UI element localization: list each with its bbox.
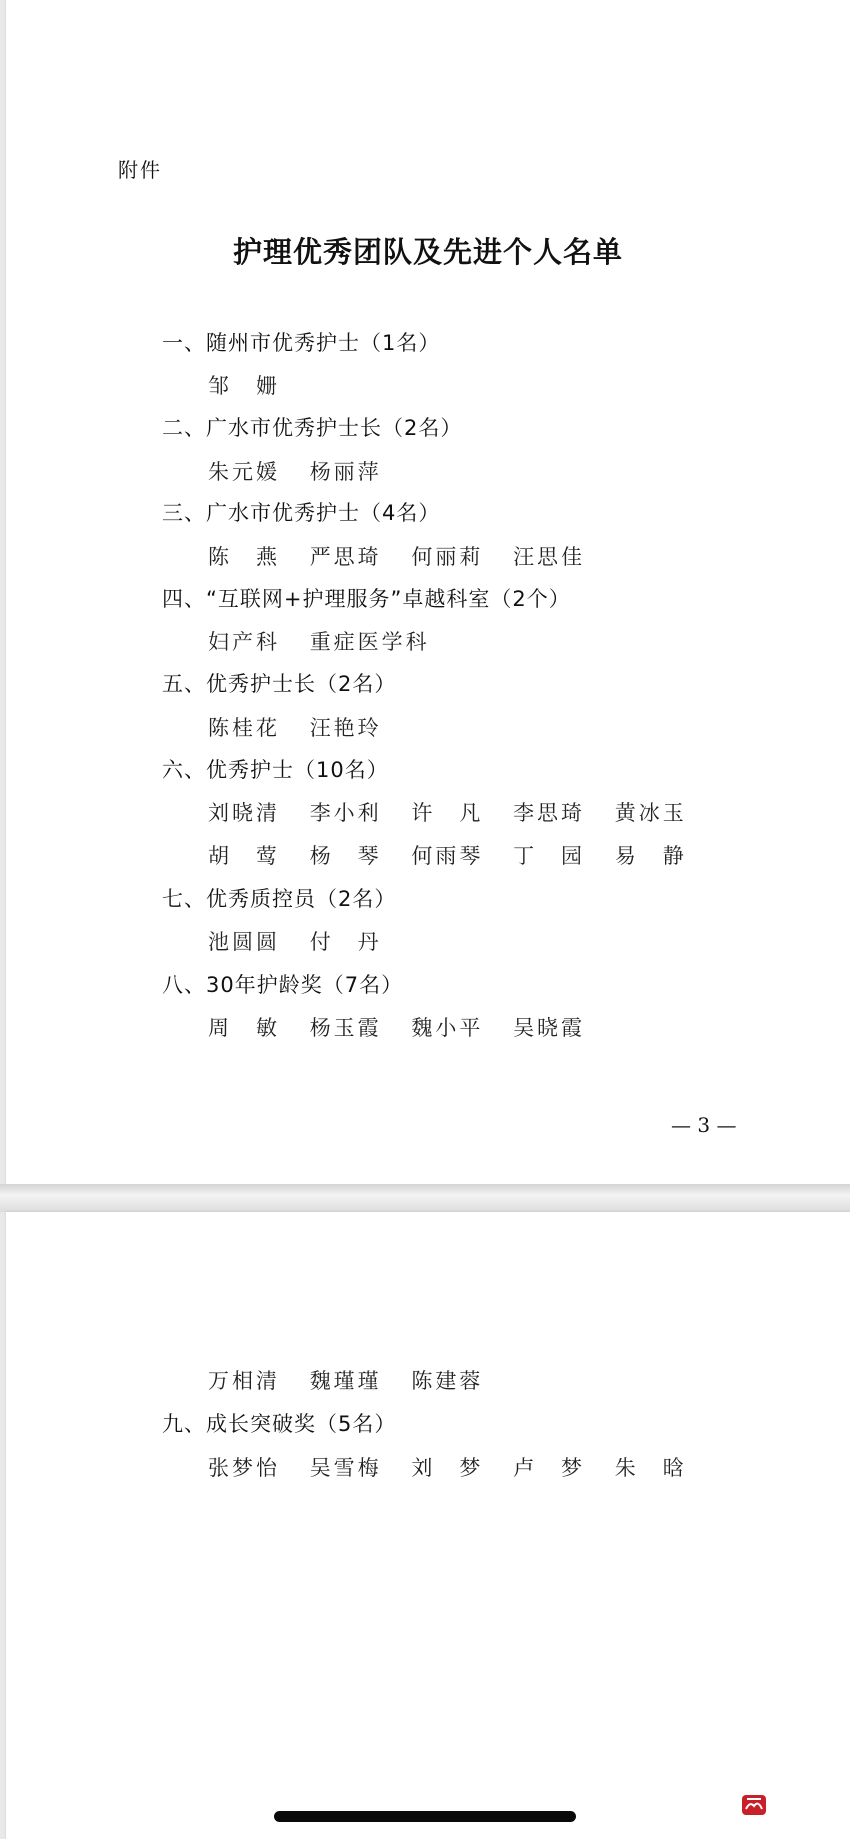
- person-name: 严思琦: [309, 545, 382, 569]
- document-page-1: [6, 0, 850, 1184]
- person-name: 邹 姗: [208, 374, 280, 398]
- person-name: 重症医学科: [309, 630, 430, 654]
- person-name: 池圆圆: [208, 930, 280, 954]
- section-heading: 五、优秀护士长（2名）: [162, 672, 397, 696]
- person-name: 胡 莺: [208, 844, 280, 868]
- person-name: 妇产科: [208, 630, 280, 654]
- person-name: 刘 梦: [411, 1456, 484, 1480]
- person-name: 何雨琴: [411, 844, 484, 868]
- person-name: 汪思佳: [513, 545, 586, 569]
- home-indicator[interactable]: [274, 1811, 576, 1822]
- person-name: 万相清: [208, 1369, 280, 1393]
- name-row: [208, 712, 402, 742]
- section-heading: 二、广水市优秀护士长（2名）: [162, 416, 463, 440]
- attachment-label: 附件: [118, 158, 162, 182]
- person-name: 丁 园: [513, 844, 586, 868]
- person-name: 卢 梦: [513, 1456, 586, 1480]
- person-name: 陈 燕: [208, 545, 280, 569]
- person-name: 陈建蓉: [411, 1369, 484, 1393]
- section-heading: 八、30年护龄奖（7名）: [162, 973, 404, 997]
- section-heading: 九、成长突破奖（5名）: [162, 1412, 397, 1436]
- document-title: 护理优秀团队及先进个人名单: [232, 235, 623, 269]
- name-row: [208, 1452, 707, 1482]
- section-heading: 三、广水市优秀护士（4名）: [162, 501, 441, 525]
- person-name: 吴晓霞: [513, 1016, 586, 1040]
- person-name: 朱元媛: [208, 460, 280, 484]
- person-name: 魏小平: [411, 1016, 484, 1040]
- name-row: [208, 797, 707, 827]
- person-name: 魏瑾瑾: [309, 1369, 382, 1393]
- page-gap: [0, 1184, 850, 1212]
- person-name: 刘晓清: [208, 801, 280, 825]
- section-heading: 四、“互联网+护理服务”卓越科室（2个）: [162, 587, 571, 611]
- person-name: 李思琦: [513, 801, 586, 825]
- person-name: 付 丹: [309, 930, 382, 954]
- page-number: — 3 —: [671, 1113, 737, 1137]
- document-page-2: [6, 1212, 850, 1839]
- person-name: 许 凡: [411, 801, 484, 825]
- name-row: [208, 626, 450, 656]
- person-name: 周 敏: [208, 1016, 280, 1040]
- person-name: 陈桂花: [208, 716, 280, 740]
- person-name: 汪艳玲: [309, 716, 382, 740]
- name-row: [208, 926, 402, 956]
- name-row: [208, 456, 402, 486]
- person-name: 杨 琴: [309, 844, 382, 868]
- person-name: 张梦怡: [208, 1456, 280, 1480]
- person-name: 何丽莉: [411, 545, 484, 569]
- watermark-stamp-icon: [741, 1794, 767, 1816]
- person-name: 李小利: [309, 801, 382, 825]
- person-name: 杨丽萍: [309, 460, 382, 484]
- section-heading: 六、优秀护士（10名）: [162, 758, 389, 782]
- name-row: [208, 541, 605, 571]
- person-name: 黄冰玉: [614, 801, 687, 825]
- name-row: [208, 1365, 503, 1395]
- name-row: [208, 840, 707, 870]
- section-heading: 七、优秀质控员（2名）: [162, 887, 397, 911]
- section-heading: 一、随州市优秀护士（1名）: [162, 331, 441, 355]
- person-name: 朱 晗: [614, 1456, 687, 1480]
- name-row: [208, 370, 300, 400]
- person-name: 吴雪梅: [309, 1456, 382, 1480]
- person-name: 杨玉霞: [309, 1016, 382, 1040]
- person-name: 易 静: [614, 844, 687, 868]
- name-row: [208, 1012, 605, 1042]
